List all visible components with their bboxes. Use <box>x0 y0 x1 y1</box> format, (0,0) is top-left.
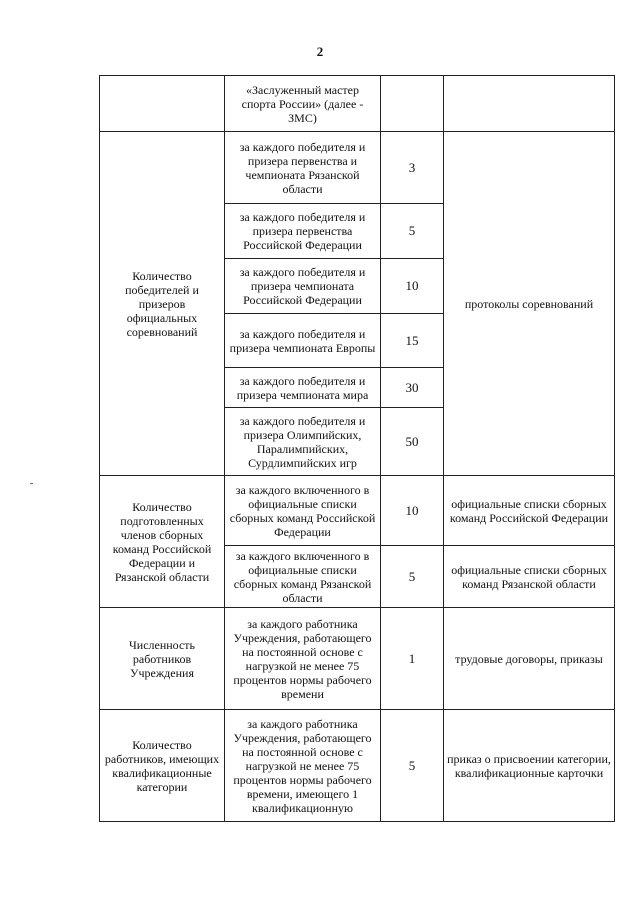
points-cell: 5 <box>381 204 444 259</box>
table-row <box>100 608 615 710</box>
page-number: 2 <box>316 44 324 59</box>
criterion-cell: за каждого включенного в официальные списки сборных команд Рязанской области <box>225 546 381 608</box>
points-cell: 5 <box>381 710 444 822</box>
document-cell: официальные списки сборных команд Рязанской области <box>444 546 615 608</box>
criteria-table <box>99 75 615 822</box>
indicator-cell: Численность работников Учреждения <box>100 608 225 710</box>
margin-mark <box>30 483 33 484</box>
criterion-cell: за каждого победителя и призера Олимпийских, Паралимпийских, Сурдлимпийских игр <box>225 408 381 476</box>
table-row <box>100 76 615 132</box>
points-cell: 5 <box>381 546 444 608</box>
criterion-cell: за каждого работника Учреждения, работающего на постоянной основе с нагрузкой не менее 75 процентов нормы рабочего времени <box>225 608 381 710</box>
points-cell: 15 <box>381 314 444 368</box>
criterion-cell: за каждого победителя и призера чемпионата Европы <box>225 314 381 368</box>
document-cell: протоколы соревнований <box>444 132 615 476</box>
criterion-cell: «Заслуженный мастер спорта России» (далее - ЗМС) <box>225 76 381 132</box>
points-cell: 10 <box>381 259 444 314</box>
criterion-cell: за каждого победителя и призера чемпионата мира <box>225 368 381 408</box>
indicator-cell: Количество работников, имеющих квалификационные категории <box>100 710 225 822</box>
points-cell: 10 <box>381 476 444 546</box>
document-cell: приказ о присвоении категории, квалификационные карточки <box>444 710 615 822</box>
criterion-cell: за каждого победителя и призера чемпионата Российской Федерации <box>225 259 381 314</box>
table-row <box>100 710 615 822</box>
table-row <box>100 132 615 204</box>
points-cell: 1 <box>381 608 444 710</box>
points-cell: 50 <box>381 408 444 476</box>
document-cell <box>444 76 615 132</box>
indicator-cell: Количество подготовленных членов сборных команд Российской Федерации и Рязанской области <box>100 476 225 608</box>
indicator-cell <box>100 76 225 132</box>
criterion-cell: за каждого победителя и призера первенства и чемпионата Рязанской области <box>225 132 381 204</box>
document-cell: официальные списки сборных команд Российской Федерации <box>444 476 615 546</box>
points-cell: 30 <box>381 368 444 408</box>
table-row <box>100 476 615 546</box>
points-cell: 3 <box>381 132 444 204</box>
criterion-cell: за каждого включенного в официальные списки сборных команд Российской Федерации <box>225 476 381 546</box>
points-cell <box>381 76 444 132</box>
criterion-cell: за каждого работника Учреждения, работающего на постоянной основе с нагрузкой не менее 75 процентов нормы рабочего времени, имеющего 1 квалификационную <box>225 710 381 822</box>
indicator-cell: Количество победителей и призеров официальных соревнований <box>100 132 225 476</box>
document-cell: трудовые договоры, приказы <box>444 608 615 710</box>
criterion-cell: за каждого победителя и призера первенства Российской Федерации <box>225 204 381 259</box>
